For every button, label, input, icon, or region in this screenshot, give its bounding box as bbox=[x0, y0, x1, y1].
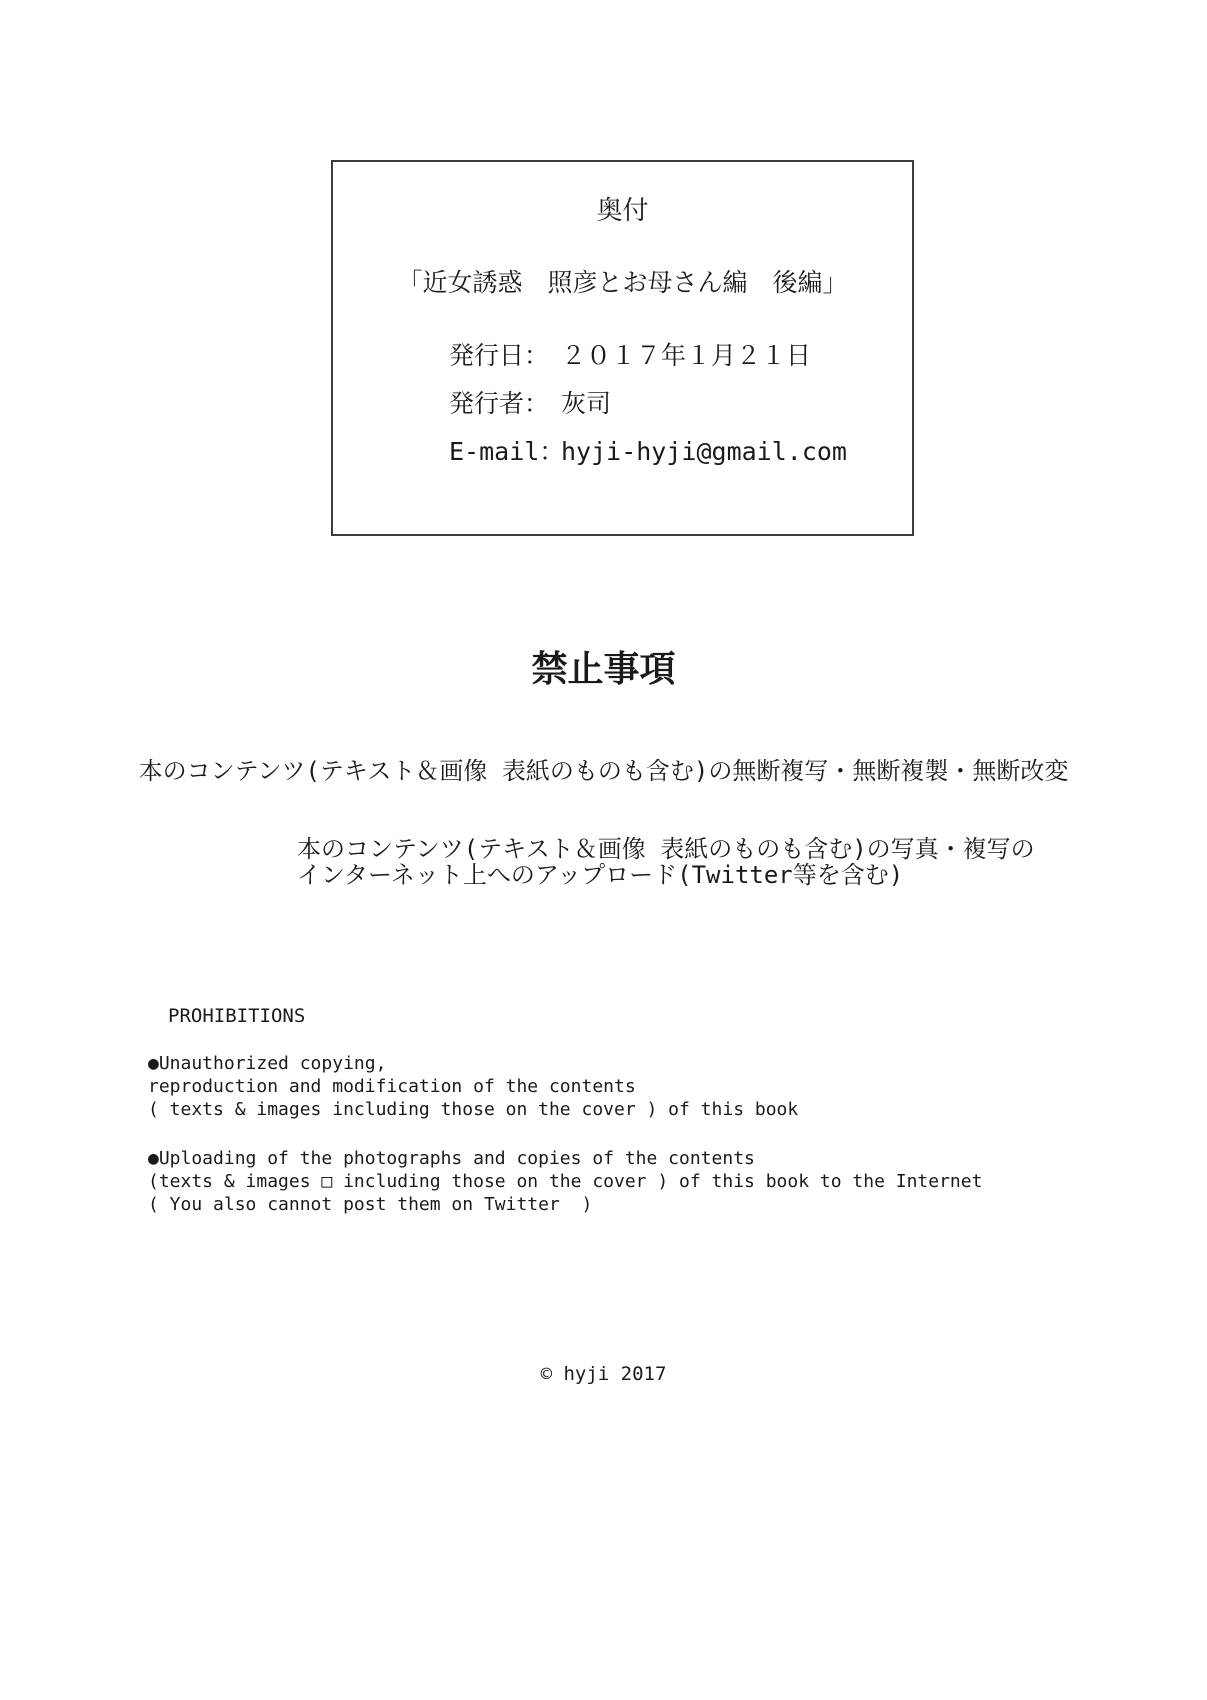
prohibition-en-item-2-line-2: (texts & images □ including those on the cover ) of this book to the Internet bbox=[148, 1171, 983, 1192]
email-row bbox=[449, 436, 847, 468]
publisher-value: 灰司 bbox=[561, 389, 612, 418]
colophon-box bbox=[331, 160, 914, 536]
publisher-row bbox=[449, 388, 847, 420]
prohibitions-heading-jp: 禁止事項 bbox=[531, 649, 676, 690]
colophon-fields bbox=[449, 340, 847, 468]
publish-date-value: ２０１７年１月２１日 bbox=[561, 341, 812, 370]
email-value: hyji-hyji@gmail.com bbox=[561, 437, 847, 466]
publish-date-row bbox=[449, 340, 847, 372]
prohibition-jp-item-1: 本のコンテンツ(テキスト＆画像 表紙のものも含む)の無断複写・無断複製・無断改変 bbox=[138, 757, 1069, 785]
prohibition-en-item-2-line-3: ( You also cannot post them on Twitter ) bbox=[148, 1194, 593, 1215]
prohibition-en-item-1-line-2: reproduction and modification of the contents bbox=[148, 1076, 636, 1097]
prohibition-en-item-1-line-1: ●Unauthorized copying, bbox=[148, 1053, 387, 1074]
prohibition-en-item-2 bbox=[148, 1147, 982, 1216]
prohibition-jp-item-2 bbox=[297, 836, 1035, 888]
copyright-notice: © hyji 2017 bbox=[540, 1363, 667, 1385]
prohibitions-heading-en: PROHIBITIONS bbox=[168, 1005, 306, 1027]
prohibition-jp-item-2-line-1: 本のコンテンツ(テキスト＆画像 表紙のものも含む)の写真・複写の bbox=[297, 835, 1035, 863]
book-title: 「近女誘惑 照彦とお母さん編 後編」 bbox=[397, 268, 848, 297]
prohibition-en-item-2-line-1: ●Uploading of the photographs and copies of the contents bbox=[148, 1148, 755, 1169]
prohibition-en-item-1-line-3: ( texts & images including those on the cover ) of this book bbox=[148, 1099, 799, 1120]
prohibition-en-item-1 bbox=[148, 1052, 798, 1121]
email-label: E-mail： bbox=[449, 437, 565, 466]
publisher-label: 発行者： bbox=[449, 389, 550, 418]
prohibition-jp-item-2-line-2: インターネット上へのアップロード(Twitter等を含む) bbox=[297, 861, 904, 889]
colophon-heading: 奥付 bbox=[596, 196, 649, 226]
publish-date-label: 発行日： bbox=[449, 341, 550, 370]
